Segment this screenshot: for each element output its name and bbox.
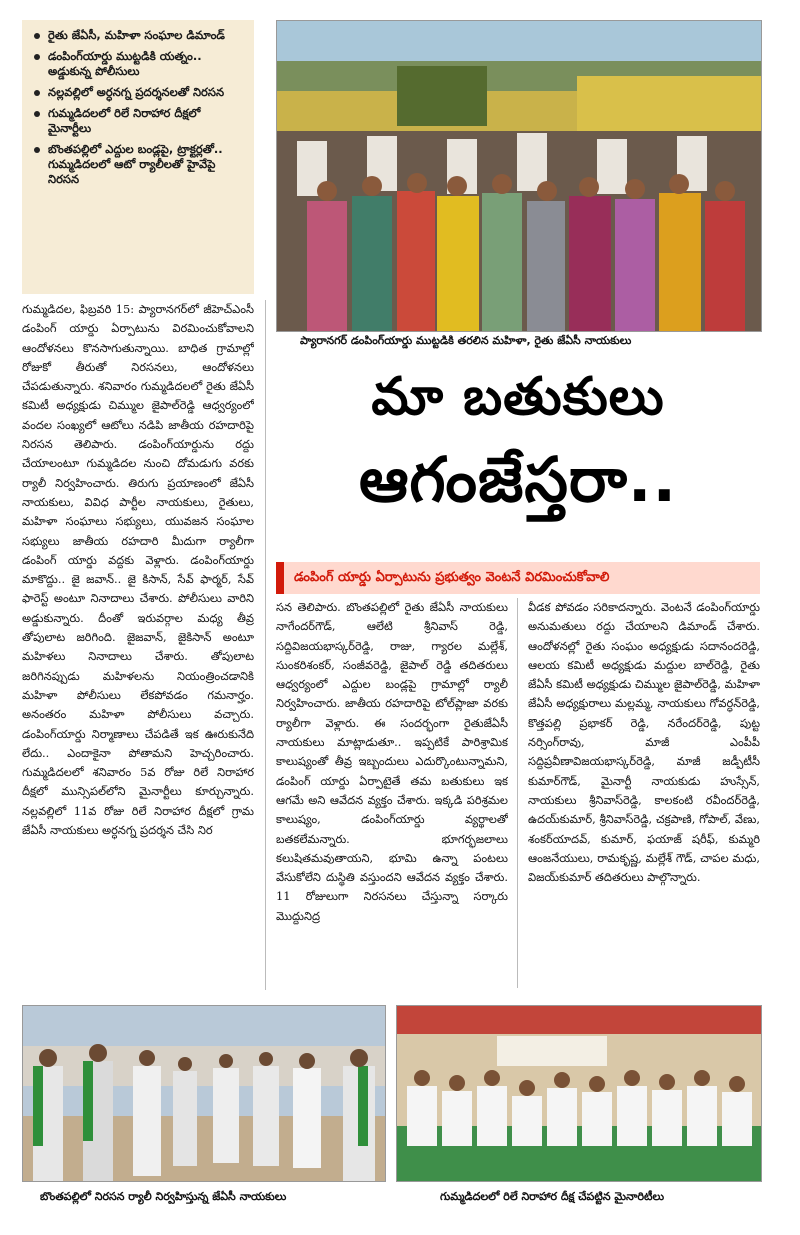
highlight-item: డంపింగ్‌యార్డు ముట్టడికి యత్నం.. అడ్డుకున్న పోలీసులు	[32, 49, 246, 79]
highlight-item: రైతు జేఏసీ, మహిళా సంఘాల డిమాండ్	[32, 28, 246, 43]
highlight-item: బొంతపల్లిలో ఎద్దుల బండ్లపై, ట్రాక్టర్లతో.. గుమ్మడిదలలో ఆటో ర్యాలీలతో హైవేపై నిరసన	[32, 142, 246, 187]
headline	[276, 360, 760, 526]
article-column-3	[528, 598, 760, 994]
hunger-strike-photo	[396, 1005, 762, 1182]
hunger-strike-photo-caption: గుమ్మడిదలలో రిలే నిరాహార దీక్ష చేపట్టిన మైనారిటీలు	[440, 1190, 665, 1203]
highlights-list	[32, 28, 246, 187]
article-text: గుమ్మడిదల, ఫిబ్రవరి 15: ప్యారానగర్‌లో జీహెచ్‌ఎంసీ డంపింగ్ యార్డు ఏర్పాటును విరమించుకోవాలని ఆందోళనలు కొనసాగుతున్నాయి. బాధిత గ్రామాల్లో రోజుకో తీరుతో నిరసనలు, ఆందోళనలు చేపడుతున్నారు. శనివారం గుమ్మడిదలలో రైతు జేఏసీ కమిటీ అధ్యక్షుడు చిమ్ముల జైపాల్‌రెడ్డి ఆధ్వర్యంలో వందల సంఖ్యలో ఆటోలు నడిపి జాతీయ రహదారిపై నిరసన తెలిపారు. డంపింగ్‌యార్డును రద్దు చేయాలంటూ గుమ్మడిదల నుంచి దోమడుగు వరకు ర్యాలీ నిర్వహించారు. తిరుగు ప్రయాణంలో జేఏసీ నాయకులు, వివిధ పార్టీల నాయకులు, రైతులు, మహిళా సంఘాలు సభ్యులు, యువజన సంఘాల సభ్యులు జాతీయ రహదారి మీదుగా ర్యాలీగా డంపింగ్ యార్డు వద్దకు వెళ్లారు. డంపింగ్‌యార్డు మాకొద్దు.. జై జవాన్.. జై కిసాన్, సేవ్ ఫార్మర్, సేవ్ ఫారెస్ట్ అంటూ నినాదాలు చేశారు. పోలీసులు వారిని అడ్డుకున్నారు. దీంతో ఇరువర్గాల మధ్య తీవ్ర తోపులాట జరిగింది. జైజవాన్, జైకిసాన్ అంటూ మహిళలు నినాదాలు చేశారు. తోపులాట జరిగినప్పుడు మహిళలను నియంత్రించడానికి మహిళా పోలీసులు లేకపోవడం గమనార్హం. అనంతరం మహిళా పోలీసులు వచ్చారు. డంపింగ్‌యార్డు నిర్మాణాలు చేపడితే ఇక ఊరుకునేది లేదు.. ఎందాకైనా పోతామని హెచ్చరించారు. గుమ్మడిదలలో శనివారం 5వ రోజు రిలే నిరాహార దీక్షలో మున్సిపల్‌లోని మైనార్టీలు కూర్చున్నారు. నల్లవల్లిలో 11వ రోజు రిలే నిరాహార దీక్షలో గ్రామ జేఏసీ నాయకులు అర్ధనగ్న ప్రదర్శన చేసి నిర	[22, 302, 254, 838]
rally-photo-caption: బొంతపల్లిలో నిరసన ర్యాలీ నిర్వహిస్తున్న జేఏసీ నాయకులు	[40, 1190, 287, 1203]
protest-photo-top	[276, 20, 762, 332]
article-column-2	[276, 598, 508, 994]
top-photo-caption: ప్యారానగర్ డంపింగ్‌యార్డు ముట్టడికి తరలిన మహిళా, రైతు జేఏసీ నాయకులు	[300, 334, 632, 347]
highlight-item: నల్లవల్లిలో అర్ధనగ్న ప్రదర్శనలతో నిరసన	[32, 85, 246, 100]
column-divider	[265, 300, 266, 990]
rally-photo	[22, 1005, 386, 1182]
subheadline-text: డంపింగ్ యార్డు ఏర్పాటును ప్రభుత్వం వెంటనే విరమించుకోవాలి	[294, 570, 610, 585]
column-divider	[517, 598, 518, 988]
article-column-1	[22, 300, 254, 994]
article-text: వీడక పోవడం సరికాదన్నారు. వెంటనే డంపింగ్‌యార్డు అనుమతులు రద్దు చేయాలని డిమాండ్ చేశారు. ఆందోళనల్లో రైతు సంఘం అధ్యక్షుడు సదానందరెడ్డి, ఆలయ కమిటీ అధ్యక్షుడు మద్దుల బాల్‌రెడ్డి, రైతు జేఏసీ కమిటీ అధ్యక్షుడు చిమ్ముల జైపాల్‌రెడ్డి, మహిళా జేఏసీ అధ్యక్షురాలు మల్లమ్మ, నాయకులు గోవర్ధన్‌రెడ్డి, కొత్తపల్లి ప్రభాకర్ రెడ్డి, నరేందర్‌రెడ్డి, పుట్ట నర్సింగ్‌రావు, మాజీ ఎంపీపీ సద్దిప్రవీణావిజయభాస్కర్‌రెడ్డి, మాజీ జడ్పీటీసీ కుమార్‌గౌడ్, మైనార్టీ నాయకుడు హుస్సేన్, నాయకులు శ్రీనివాస్‌రెడ్డి, కాలకంటి రవీందర్‌రెడ్డి, ఉదయ్‌కుమార్, శ్రీనివాస్‌రెడ్డి, చక్రపాణి, గోపాల్, వేణు, శంకర్‌యాదవ్, కుమార్, ఫయాజ్ షరీఫ్, కుమ్మరి ఆంజనేయులు, రామకృష్ణ, మల్లేశ్ గౌడ్, చాపల మధు, విజయ్‌కుమార్ తదితరులు పాల్గొన్నారు.	[528, 600, 760, 885]
subheadline	[276, 562, 760, 594]
article-text: సన తెలిపారు. బొంతపల్లిలో రైతు జేఏసీ నాయకులు నాగేందర్‌గౌడ్, ఆలేటి శ్రీనివాస్ రెడ్డి, సద్దివిజయభాస్కర్‌రెడ్డి, రాజు, గ్యారల మల్లేశ్, సుంకరిశంకర్, సంజీవరెడ్డి, జైపాల్ రెడ్డి తదితరులు ఆధ్వర్యంలో ఎద్దుల బండ్లపై గ్రామాల్లో ర్యాలీ నిర్వహించారు. జాతీయ రహదారిపై టోల్‌ప్లాజా వరకు ర్యాలీగా వెళ్లారు. ఈ సందర్భంగా రైతుజేఏసీ నాయకులు మాట్లాడుతూ.. ఇప్పటికే పారిశ్రామిక కాలుష్యంతో తీవ్ర ఇబ్బందులు ఎదుర్కొంటున్నామని, డంపింగ్ యార్డు ఏర్పాటైతే తమ బతుకులు ఇక ఆగమే అని ఆవేదన వ్యక్తం చేశారు. ఇక్కడి పరిశ్రమల కాలుష్యం, డంపింగ్‌యార్డు వ్యర్థాలతో బతకలేమన్నారు. భూగర్భజలాలు కలుషితమవుతాయని, భూమి ఉన్నా పంటలు వేసుకోలేని దుస్థితి వస్తుందని ఆవేదన వ్యక్తం చేశారు. 11 రోజులుగా నిరసనలు చేస్తున్నా సర్కారు మొద్దునిద్ర	[276, 600, 508, 923]
subheadline-accent-bar	[276, 562, 284, 594]
highlight-item: గుమ్మడిదలలో రిలే నిరాహార దీక్షలో మైనార్టీలు	[32, 106, 246, 136]
headline-line-1: మా బతుకులు	[371, 367, 665, 427]
highlights-box	[22, 20, 254, 294]
headline-line-2: ఆగంజేస్తరా..	[358, 443, 678, 516]
